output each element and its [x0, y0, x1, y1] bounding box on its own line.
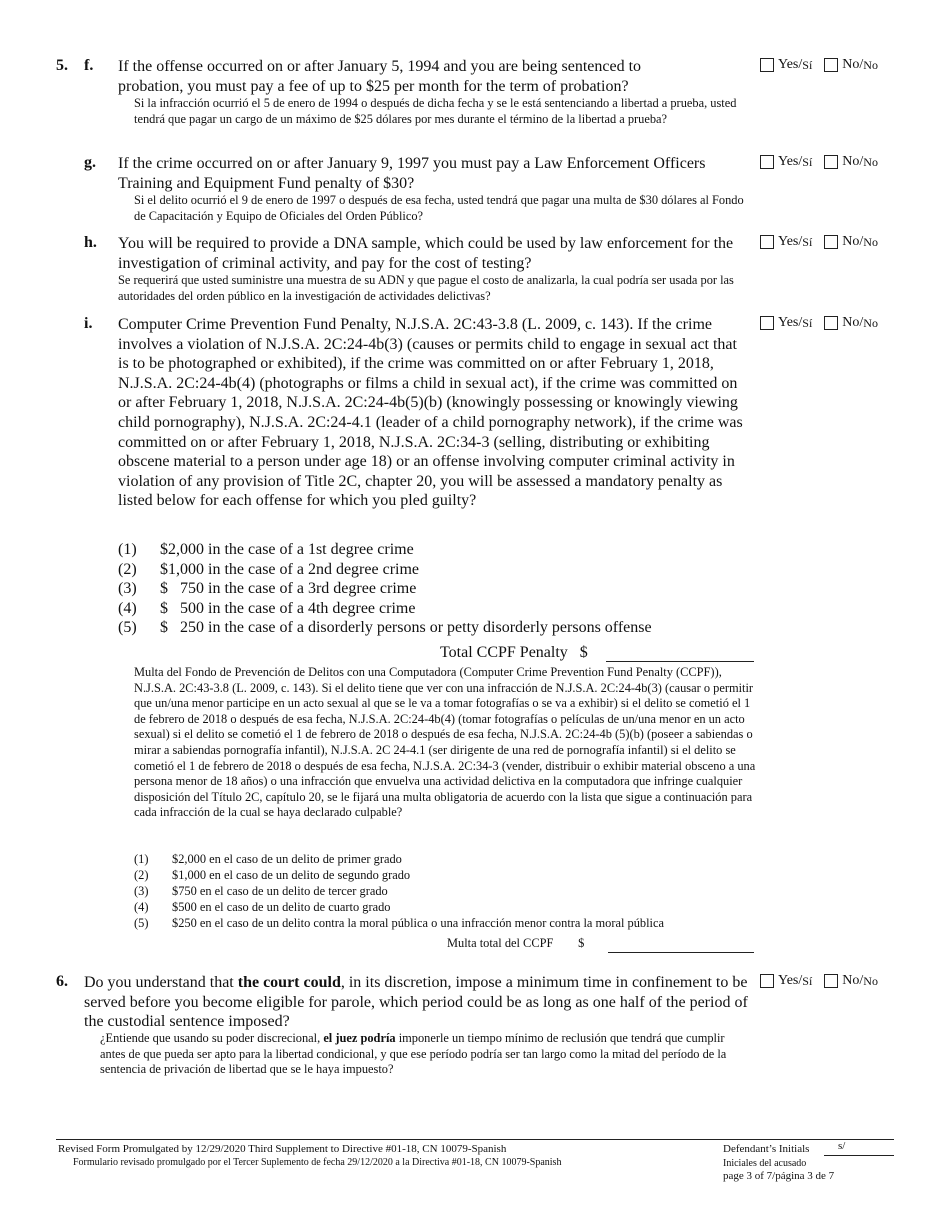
yes-label: Yes/	[778, 154, 803, 169]
list-item	[118, 599, 758, 619]
list-text: $250 en el caso de un delito contra la moral pública o una infracción menor contra la moral pública	[172, 916, 665, 930]
yes-checkbox[interactable]	[760, 235, 774, 249]
question-6-text-emphasis: the court could	[237, 974, 341, 991]
no-checkbox[interactable]	[824, 58, 838, 72]
question-6-text-a: Do you understand that	[84, 974, 238, 991]
list-item	[134, 851, 774, 867]
yes-label-es: Sí	[802, 973, 813, 988]
no-checkbox[interactable]	[824, 316, 838, 330]
question-6-es-emphasis: el juez podría	[323, 1031, 396, 1045]
defendant-initials-label-es: Iniciales del acusado	[723, 1158, 807, 1169]
no-label: No/	[842, 315, 864, 330]
yes-no-5h	[760, 234, 878, 250]
total-ccpf-label: Total CCPF Penalty $	[440, 644, 588, 661]
penalty-list-spanish	[134, 851, 774, 931]
page-number: page 3 of 7/página 3 de 7	[723, 1170, 835, 1182]
yes-checkbox[interactable]	[760, 974, 774, 988]
list-number: (1)	[118, 541, 137, 558]
list-item	[118, 618, 758, 638]
item-letter-i: i.	[84, 315, 93, 332]
list-text: $750 en el caso de un delito de tercer grado	[172, 884, 388, 898]
yes-label: Yes/	[778, 57, 803, 72]
no-label: No/	[842, 973, 864, 988]
list-number: (1)	[134, 852, 149, 866]
list-text: $2,000 en el caso de un delito de primer grado	[172, 852, 402, 866]
question-number-6: 6.	[56, 973, 68, 990]
list-number: (4)	[118, 599, 137, 617]
no-label-es: No	[863, 154, 878, 169]
no-label-es: No	[863, 57, 878, 72]
list-item	[134, 915, 774, 931]
no-checkbox[interactable]	[824, 235, 838, 249]
item-letter-g: g.	[84, 154, 96, 171]
list-text: $500 en el caso de un delito de cuarto grado	[172, 900, 391, 914]
list-number: (3)	[118, 580, 137, 598]
no-label-es: No	[863, 973, 878, 988]
yes-checkbox[interactable]	[760, 155, 774, 169]
footer-divider	[56, 1139, 894, 1140]
question-5f-text: If the offense occurred on or after January 5, 1994 and you are being sentenced to probation, you must pay a fee of up to $25 per month for the term of probation?	[118, 58, 642, 95]
yes-checkbox[interactable]	[760, 58, 774, 72]
no-label: No/	[842, 154, 864, 169]
yes-no-5i	[760, 315, 878, 331]
yes-label: Yes/	[778, 315, 803, 330]
question-6-es-c: imponerle un tiempo mínimo de reclusión que tendrá que cumplir antes de que pueda ser apto para la libertad condicional, y que ese período podría ser tan largo como la mitad del período de la sentencia de privación de libertad que se le haya impuesto?	[100, 1031, 727, 1077]
question-6-text	[84, 973, 756, 1032]
yes-no-5f	[760, 57, 878, 73]
yes-label-es: Sí	[802, 315, 813, 330]
question-5h-spanish: Se requerirá que usted suministre una muestra de su ADN y que pague el costo de analizarla, la cual podría ser usada por las autoridades del orden público en la investigación de actividades delictivas?	[118, 273, 734, 303]
list-item	[134, 883, 774, 899]
list-number: (5)	[118, 619, 137, 637]
no-checkbox[interactable]	[824, 974, 838, 988]
item-letter-f: f.	[84, 57, 94, 74]
defendant-initials-value: s/	[838, 1140, 846, 1152]
question-5i-spanish: Multa del Fondo de Prevención de Delitos con una Computadora (Computer Crime Prevention Fund Penalty (CCPF)), N.J.S.A. 2C:43-3.8 (L. 2009, c. 143). Si el delito tiene que ver con una infracción de N.J.S.A. 2C:24-4b(3) (causar o permitir que un/una menor participe en un acto sexual al que se le va a tomar fotografías o se va a exhibir) si el delito se cometió el 1 de febrero de 2018 o después de esa fecha, N.J.S.A. 2C:24-4b(4) (tomar fotografías o películas de un/una menor en un acto sexual) si el delito se cometió el 1 de febrero de 2018 o después de esa fecha, N.J.S.A. 2C:24-4b (5)(b) (poseer a sabiendas o mirar a sabiendas pornografía infantil), N.J.S.A. 2C 24-4.1 (ser dirigente de una red de pornografía infantil) si el delito se cometió el 1 de febrero de 2018 o después de esa fecha, N.J.S.A. 2C:34-3 (vender, distribuir o exhibir material obsceno a una persona menor de 18 años) o una infracción que envuelva una actividad delictiva en la computadora que infringe cualquier disposición del Título 2C, capítulo 20, se le fijará una multa obligatoria de acuerdo con la lista que sigue a continuación para cada infracción de la cual se haya declarado culpable?	[134, 665, 756, 820]
question-5h-text: You will be required to provide a DNA sample, which could be used by law enforcement for the investigation of criminal activity, and pay for the cost of testing?	[118, 235, 734, 272]
list-number: (2)	[118, 560, 137, 578]
list-number: (3)	[134, 884, 149, 898]
list-item	[118, 540, 758, 560]
yes-label-es: Sí	[802, 57, 813, 72]
list-number: (2)	[134, 868, 149, 882]
list-text: $1,000 en el caso de un delito de segundo grado	[172, 868, 411, 882]
list-item	[134, 899, 774, 915]
question-6-text-c: , in its discretion, impose a minimum time in confinement to be served before you become eligible for parole, which period could be as long as one half of the period of the custodial sentence imposed?	[84, 974, 748, 1031]
question-5f-spanish: Si la infracción ocurrió el 5 de enero de 1994 o después de dicha fecha y se le está sentenciando a libertad a prueba, usted tendrá que pagar un cargo de un máximo de $25 dólares por mes durante el término de la libertad a prueba?	[134, 96, 737, 126]
item-letter-h: h.	[84, 234, 97, 251]
yes-checkbox[interactable]	[760, 316, 774, 330]
total-ccpf-field-es[interactable]	[608, 952, 754, 953]
question-6-es-a: ¿Entiende que usando su poder discrecional,	[100, 1031, 324, 1045]
list-text: $ 500 in the case of a 4th degree crime	[160, 599, 416, 617]
no-label-es: No	[863, 315, 878, 330]
yes-label-es: Sí	[802, 234, 813, 249]
footer-revision-line: Revised Form Promulgated by 12/29/2020 Third Supplement to Directive #01-18, CN 10079-Spanish	[58, 1143, 507, 1155]
list-text: $ 750 in the case of a 3rd degree crime	[160, 580, 417, 598]
defendant-initials-label: Defendant’s Initials	[723, 1143, 810, 1155]
total-ccpf-label-es: Multa total del CCPF $	[447, 936, 585, 950]
penalty-list	[118, 540, 758, 638]
list-number: (4)	[134, 900, 149, 914]
question-5g-spanish: Si el delito ocurrió el 9 de enero de 1997 o después de esa fecha, usted tendrá que pagar una multa de $30 dólares al Fondo de Capacitación y Equipo de Oficiales del Orden Público?	[134, 193, 744, 223]
list-text: $1,000 in the case of a 2nd degree crime	[160, 560, 420, 578]
yes-no-5g	[760, 154, 878, 170]
footer-revision-line-es: Formulario revisado promulgado por el Tercer Suplemento de fecha 29/12/2020 a la Directiva #01-18, CN 10079-Spanish	[73, 1157, 562, 1168]
yes-label: Yes/	[778, 234, 803, 249]
list-item	[134, 867, 774, 883]
list-text: $2,000 in the case of a 1st degree crime	[160, 541, 414, 558]
no-label-es: No	[863, 234, 878, 249]
list-item	[118, 579, 758, 599]
question-6-spanish	[100, 1031, 750, 1078]
yes-label-es: Sí	[802, 154, 813, 169]
list-number: (5)	[134, 916, 149, 930]
list-item	[118, 560, 758, 580]
yes-label: Yes/	[778, 973, 803, 988]
list-text: $ 250 in the case of a disorderly persons or petty disorderly persons offense	[160, 619, 652, 637]
total-ccpf-field[interactable]	[606, 661, 754, 662]
no-checkbox[interactable]	[824, 155, 838, 169]
defendant-initials-field[interactable]	[824, 1155, 894, 1156]
question-5i-text: Computer Crime Prevention Fund Penalty, N.J.S.A. 2C:43-3.8 (L. 2009, c. 143). If the crime involves a violation of N.J.S.A. 2C:24-4b(3) (causes or permits child to engage in sexual act that is to be photographed or exhibited), if the crime was committed on or after February 1, 2018, N.J.S.A. 2C:24-4b(4) (photographs or films a child in sexual act), if the crime was committed on or after February 1, 2018, N.J.S.A. 2C:24-4b(5)(b) (knowingly possessing or knowingly viewing child pornography), N.J.S.A. 2C:24-4.1 (leader of a child pornography network), if the crime was committed on or after February 1, 2018, N.J.S.A. 2C:34-3 (selling, distributing or exhibiting obscene material to a person under age 18) or an offense involving computer criminal activity in violation of any provision of Title 2C, chapter 20, you will be assessed a mandatory penalty as listed below for each offense for which you pled guilty?	[118, 316, 743, 510]
no-label: No/	[842, 234, 864, 249]
yes-no-6	[760, 973, 878, 989]
no-label: No/	[842, 57, 864, 72]
question-5g-text: If the crime occurred on or after January 9, 1997 you must pay a Law Enforcement Officers Training and Equipment Fund penalty of $30?	[118, 155, 706, 192]
question-number-5: 5.	[56, 57, 68, 74]
